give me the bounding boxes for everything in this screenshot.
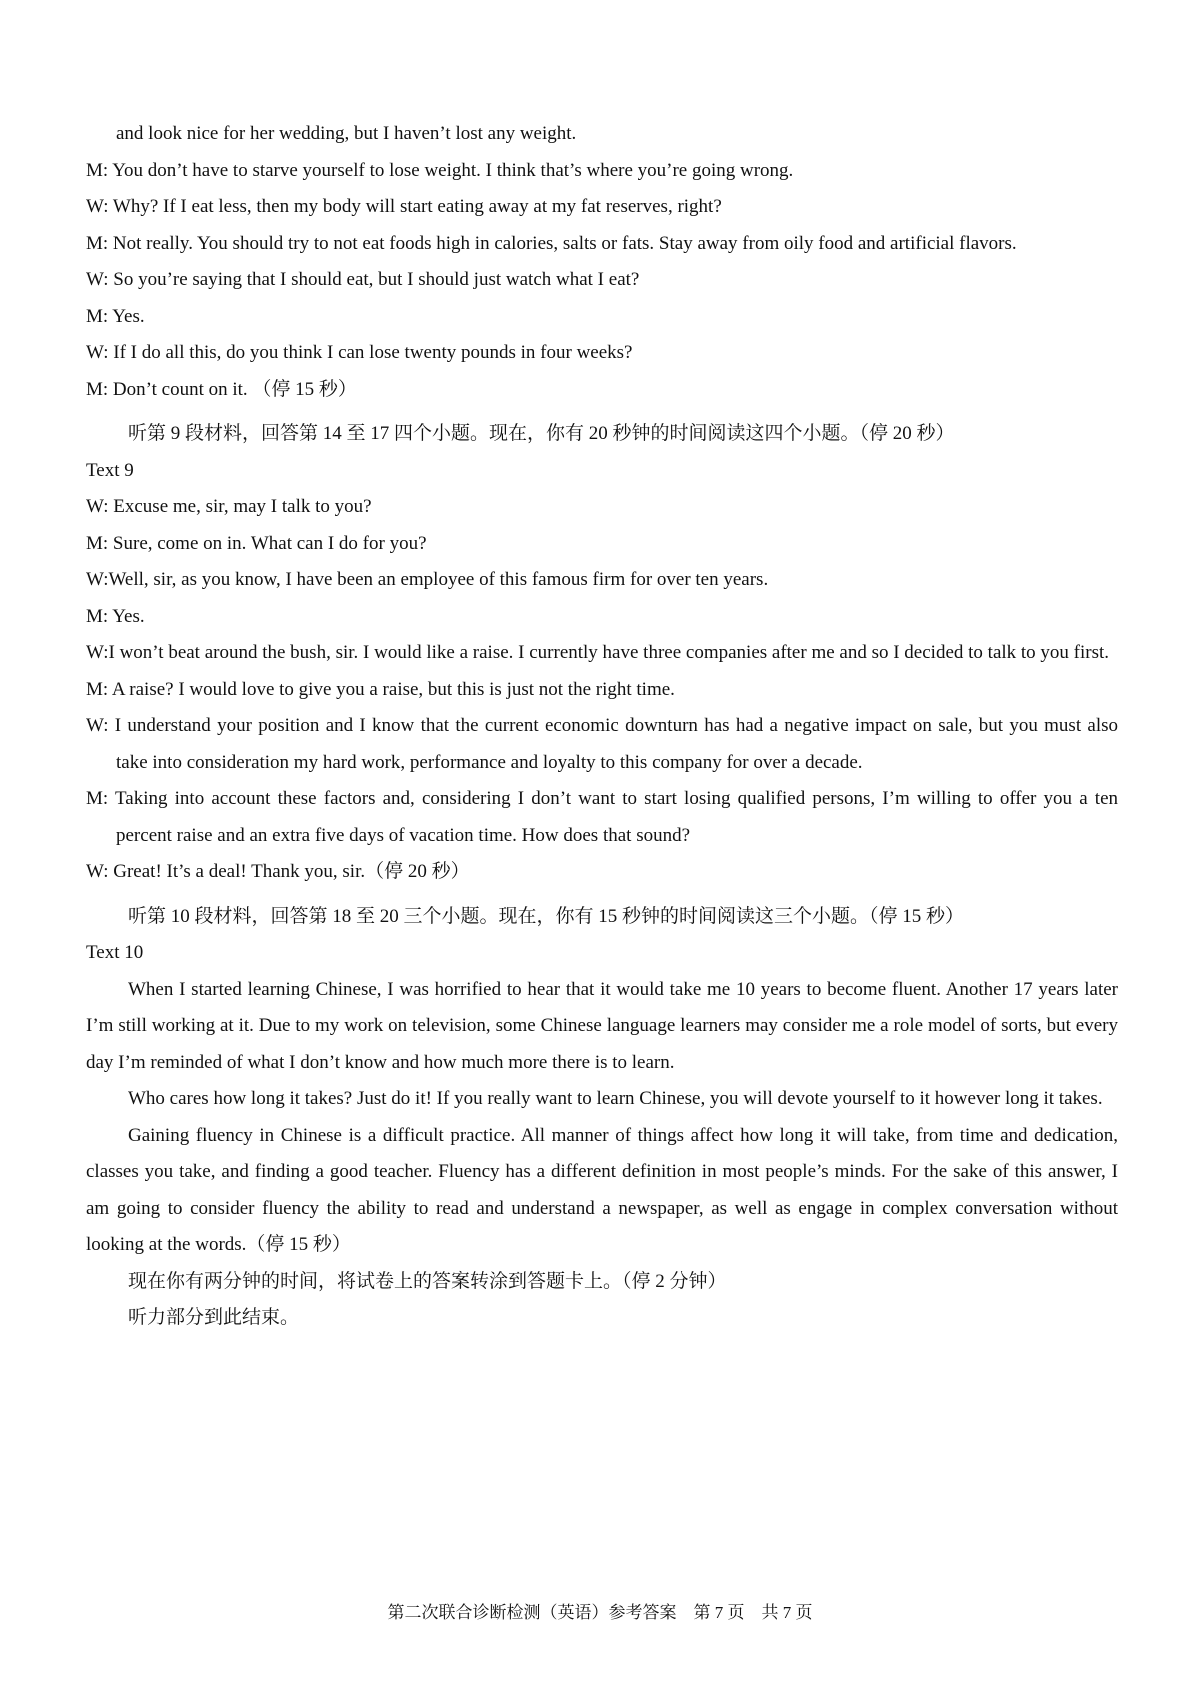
dialogue-line: W: So you’re saying that I should eat, but I should just watch what I eat? [86,269,640,290]
dialogue-line: W: Excuse me, sir, may I talk to you? [86,496,372,517]
section-instruction: 听第 10 段材料，回答第 18 至 20 三个小题。现在，你有 15 秒钟的时间阅读这三个小题。（停 15 秒） [128,905,965,927]
dialogue-line: M: Not really. You should try to not eat foods high in calories, salts or fats. Stay away from oily food and artificial flavors. [86,232,1017,254]
closing-instruction: 现在你有两分钟的时间，将试卷上的答案转涂到答题卡上。（停 2 分钟） [128,1270,727,1292]
passage-paragraph: Gaining fluency in Chinese is a difficult practice. All manner of things affect how long it will take, from time and dedication, classes you take, and finding a good teacher. Fluency has a different definition in most people’s minds. For the sake of this answer, I am going to consider fluency the ability to read and understand a newspaper, as well as engage in complex conversation without looking at the words.（停 15 秒） [86,1124,1118,1255]
passage-paragraph: When I started learning Chinese, I was horrified to hear that it would take me 10 years to become fluent. Another 17 years later I’m still working at it. Due to my work on television, some Chinese language learners may consider me a role model of sorts, but every day I’m reminded of what I don’t know and how much more there is to learn. [86,978,1118,1073]
dialogue-line: M: You don’t have to starve yourself to lose weight. I think that’s where you’re going wrong. [86,159,794,181]
document-body [86,116,1118,1337]
dialogue-line: M: Yes. [86,605,145,627]
section-instruction: 听第 9 段材料，回答第 14 至 17 四个小题。现在，你有 20 秒钟的时间阅读这四个小题。（停 20 秒） [128,423,955,444]
dialogue-line: W: I understand your position and I know that the current economic downturn has had a negative impact on sale, but you must also take into consideration my hard work, performance and loyalty to this company for over a decade. [86,715,1118,773]
dialogue-line: M: A raise? I would love to give you a raise, but this is just not the right time. [86,678,675,700]
closing-instruction: 听力部分到此结束。 [128,1307,300,1328]
dialogue-line: M: Don’t count on it. （停 15 秒） [86,378,357,400]
dialogue-line: and look nice for her wedding, but I haven’t lost any weight. [116,123,577,144]
passage-paragraph: Who cares how long it takes? Just do it! If you really want to learn Chinese, you will devote yourself to it however long it takes. [128,1088,1103,1109]
text-heading: Text 9 [86,459,134,481]
dialogue-line: W: Great! It’s a deal! Thank you, sir.（停 20 秒） [86,861,470,882]
dialogue-line: M: Taking into account these factors and, considering I don’t want to start losing qualified persons, I’m willing to offer you a ten percent raise and an extra five days of vacation time. How does that sound? [86,788,1118,846]
text-heading: Text 10 [86,942,144,963]
dialogue-line: W:I won’t beat around the bush, sir. I would like a raise. I currently have three companies after me and so I decided to talk to you first. [86,642,1110,663]
dialogue-line: M: Yes. [86,305,145,327]
dialogue-line: W: Why? If I eat less, then my body will start eating away at my fat reserves, right? [86,196,722,217]
page-footer: 第二次联合诊断检测（英语）参考答案 第 7 页 共 7 页 [387,1603,813,1622]
dialogue-line: M: Sure, come on in. What can I do for you? [86,532,427,554]
dialogue-line: W: If I do all this, do you think I can lose twenty pounds in four weeks? [86,342,633,363]
dialogue-line: W:Well, sir, as you know, I have been an employee of this famous firm for over ten years. [86,569,769,590]
